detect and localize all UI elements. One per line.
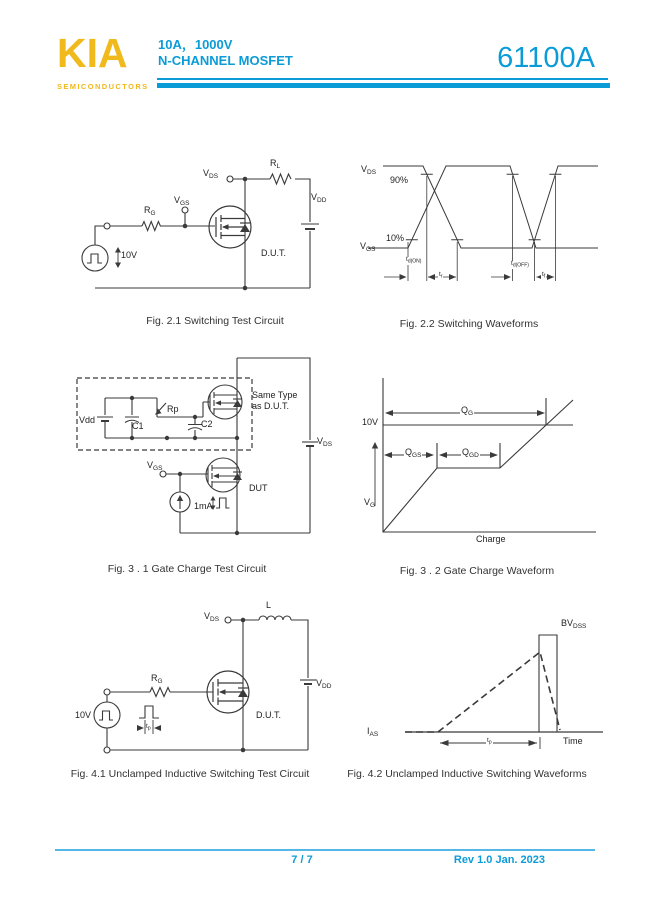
fig42-caption: Fig. 4.2 Unclamped Inductive Switching Waveforms [347, 768, 587, 780]
label-vgs-wave: $V_{GS}$ [360, 241, 376, 253]
fig31-caption: Fig. 3 . 1 Gate Charge Test Circuit [107, 563, 267, 575]
pulse-glyph [216, 498, 230, 508]
footer-rule [55, 849, 595, 851]
fig21-caption: Fig. 2.1 Switching Test Circuit [146, 315, 284, 327]
label-td-on: $t_{d(ON)}$ [406, 256, 422, 265]
fig22-caption: Fig. 2.2 Switching Waveforms [399, 318, 539, 330]
label-c1: C1 [132, 421, 144, 431]
label-qgs: $Q_{GS}$ [405, 447, 422, 459]
junction-dot [243, 177, 248, 182]
label-tr: $t_r$ [439, 271, 443, 280]
body-diode [240, 224, 250, 232]
gate-pulse-glyph [139, 706, 159, 718]
label-l: L [266, 600, 272, 610]
gate-terminal [104, 223, 110, 229]
pulse-glyph [87, 254, 102, 263]
label-10v-uis: 10V [75, 710, 92, 720]
label-10v: 10V [121, 250, 138, 260]
fig32-gate-charge-waveform-drawing [368, 368, 603, 560]
logo-subtitle: SEMICONDUCTORS [57, 82, 149, 91]
label-rp: Rp [167, 404, 179, 414]
label-bvdss: $BV_{DSS}$ [561, 618, 587, 630]
label-charge-axis: Charge [476, 534, 506, 544]
label-10v-level: 10V [362, 417, 379, 427]
gate-terminal [104, 689, 110, 695]
capacitor-c1 [125, 398, 139, 438]
label-same-type-1: Same Type [252, 390, 298, 400]
fig21-wires [87, 174, 319, 288]
junction-dot [243, 286, 248, 291]
fig32-caption: Fig. 3 . 2 Gate Charge Waveform [399, 565, 555, 577]
fig31-gate-charge-circuit-drawing [63, 356, 348, 541]
span-arrows [375, 413, 543, 506]
label-90pct: 90% [390, 175, 409, 185]
capacitor-c2 [188, 417, 202, 438]
timing-arrowheads [400, 271, 555, 280]
part-number: 61100A [497, 42, 595, 74]
current-source-arrow [177, 495, 183, 501]
junction-dot [183, 224, 188, 229]
fig41-wires [99, 616, 316, 750]
label-qgd: $Q_{GD}$ [462, 447, 479, 459]
label-dut2: DUT [249, 483, 268, 493]
label-10pct: 10% [386, 233, 405, 243]
label-vdd-uis: $V_{DD}$ [316, 678, 332, 690]
inductor-l [259, 616, 291, 620]
label-time-axis: Time [563, 736, 583, 746]
label-vds-uis: $V_{DS}$ [204, 611, 220, 623]
label-tp-pulse: $t_p$ [146, 723, 151, 732]
label-same-type-2: as D.U.T. [252, 401, 290, 411]
vdd-battery [97, 398, 113, 417]
label-qg: $Q_G$ [461, 405, 474, 417]
label-vds: $V_{DS}$ [203, 168, 219, 180]
page-number: 7 / 7 [291, 854, 313, 866]
label-c2: C2 [201, 419, 213, 429]
vds-terminal [225, 617, 231, 623]
vgs-terminal [182, 207, 188, 213]
pulse-glyph [99, 711, 113, 720]
driver-dashed-box [77, 378, 252, 450]
label-vds-supply: $V_{DS}$ [317, 436, 333, 448]
pulse-source [82, 245, 108, 271]
fig41-caption: Fig. 4.1 Unclamped Inductive Switching Test Circuit [70, 768, 310, 780]
label-tp-span: $t_p$ [487, 737, 492, 746]
gate-charge-curve [383, 400, 573, 532]
vds-waveform [383, 166, 598, 248]
mosfet-symbol-dut [206, 458, 240, 492]
label-vgs-node: $V_{GS}$ [147, 460, 163, 472]
resistor-rl [270, 174, 291, 184]
source-terminal [104, 747, 110, 753]
kia-logo: KIA [57, 30, 128, 76]
bvdss-pulse [539, 635, 557, 732]
body-arrow [222, 224, 229, 230]
rating-line: 10A，1000V [158, 37, 233, 52]
header-rule-thick [157, 83, 610, 88]
label-td-off: $t_{d(OFF)}$ [511, 260, 529, 269]
label-rl: $R_L$ [270, 158, 281, 170]
label-vgs: $V_{GS}$ [174, 195, 190, 207]
label-vdd: $V_{DD}$ [311, 192, 327, 204]
label-vds-wave: $V_{DS}$ [361, 164, 377, 176]
resistor-rg [142, 222, 160, 231]
ias-current-dashed [405, 652, 560, 732]
label-1ma: 1mA [194, 501, 213, 511]
resistor-rg [150, 688, 170, 697]
label-dut-uis: D.U.T. [256, 710, 282, 720]
pulse-source [94, 702, 120, 728]
label-ias: $I_{AS}$ [367, 726, 379, 738]
label-rg: $R_G$ [144, 205, 156, 217]
label-rg-uis: $R_G$ [151, 673, 163, 685]
device-type-line: N-CHANNEL MOSFET [158, 53, 293, 68]
label-dut: D.U.T. [261, 248, 287, 258]
label-vdd-drv: Vdd [79, 415, 96, 425]
vds-terminal [227, 176, 233, 182]
label-tf: $t_f$ [542, 271, 546, 280]
revision-date: Rev 1.0 Jan. 2023 [453, 854, 545, 866]
label-vg-axis: $V_G$ [364, 497, 376, 509]
header-rule-thin [157, 78, 608, 80]
